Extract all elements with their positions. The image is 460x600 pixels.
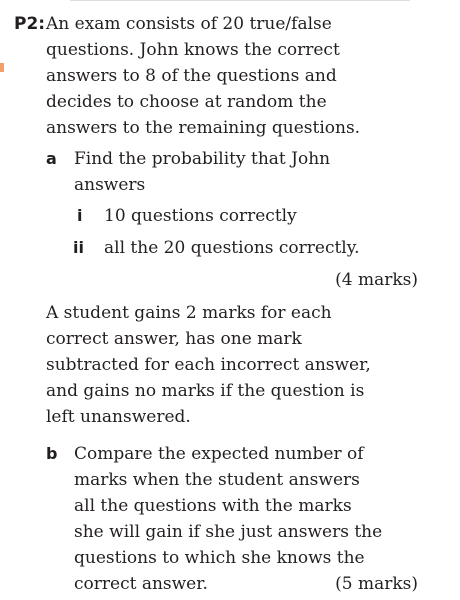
top-edge-rule bbox=[70, 0, 410, 4]
part-b-label: b bbox=[46, 444, 58, 463]
part-a-text bbox=[74, 146, 330, 198]
intro-line: questions. John knows the correct bbox=[46, 40, 340, 60]
intro-line: An exam consists of 20 true/false bbox=[46, 14, 332, 34]
intro-line: answers to the remaining questions. bbox=[46, 118, 361, 138]
question-intro bbox=[46, 11, 360, 141]
part-b-line: she will gain if she just answers the bbox=[74, 522, 383, 542]
intro-line: answers to 8 of the questions and bbox=[46, 66, 337, 86]
sub-i-label: i bbox=[77, 206, 83, 225]
part-a-line: answers bbox=[74, 175, 146, 195]
scoring-line: and gains no marks if the question is bbox=[46, 381, 365, 401]
scoring-line: A student gains 2 marks for each bbox=[46, 303, 332, 323]
scoring-line: correct answer, has one mark bbox=[46, 329, 302, 349]
part-a-line: Find the probability that John bbox=[74, 149, 331, 169]
scoring-line: subtracted for each incorrect answer, bbox=[46, 355, 371, 375]
part-a-marks: (4 marks) bbox=[335, 270, 418, 290]
part-b-line: Compare the expected number of bbox=[74, 444, 364, 464]
sub-ii-text: all the 20 questions correctly. bbox=[104, 238, 360, 258]
sub-ii-label: ii bbox=[73, 238, 84, 257]
part-b-marks: (5 marks) bbox=[335, 574, 418, 594]
intro-line: decides to choose at random the bbox=[46, 92, 327, 112]
sub-i-text: 10 questions correctly bbox=[104, 206, 297, 226]
part-a-label: a bbox=[46, 149, 57, 168]
margin-marker bbox=[0, 63, 4, 72]
part-b-line: all the questions with the marks bbox=[74, 496, 352, 516]
question-number: P2: bbox=[14, 14, 46, 34]
scoring-line: left unanswered. bbox=[46, 407, 191, 427]
part-b-line: correct answer. bbox=[74, 574, 208, 594]
part-b-line: marks when the student answers bbox=[74, 470, 360, 490]
part-b-line: questions to which she knows the bbox=[74, 548, 365, 568]
scoring-rules bbox=[46, 300, 371, 430]
